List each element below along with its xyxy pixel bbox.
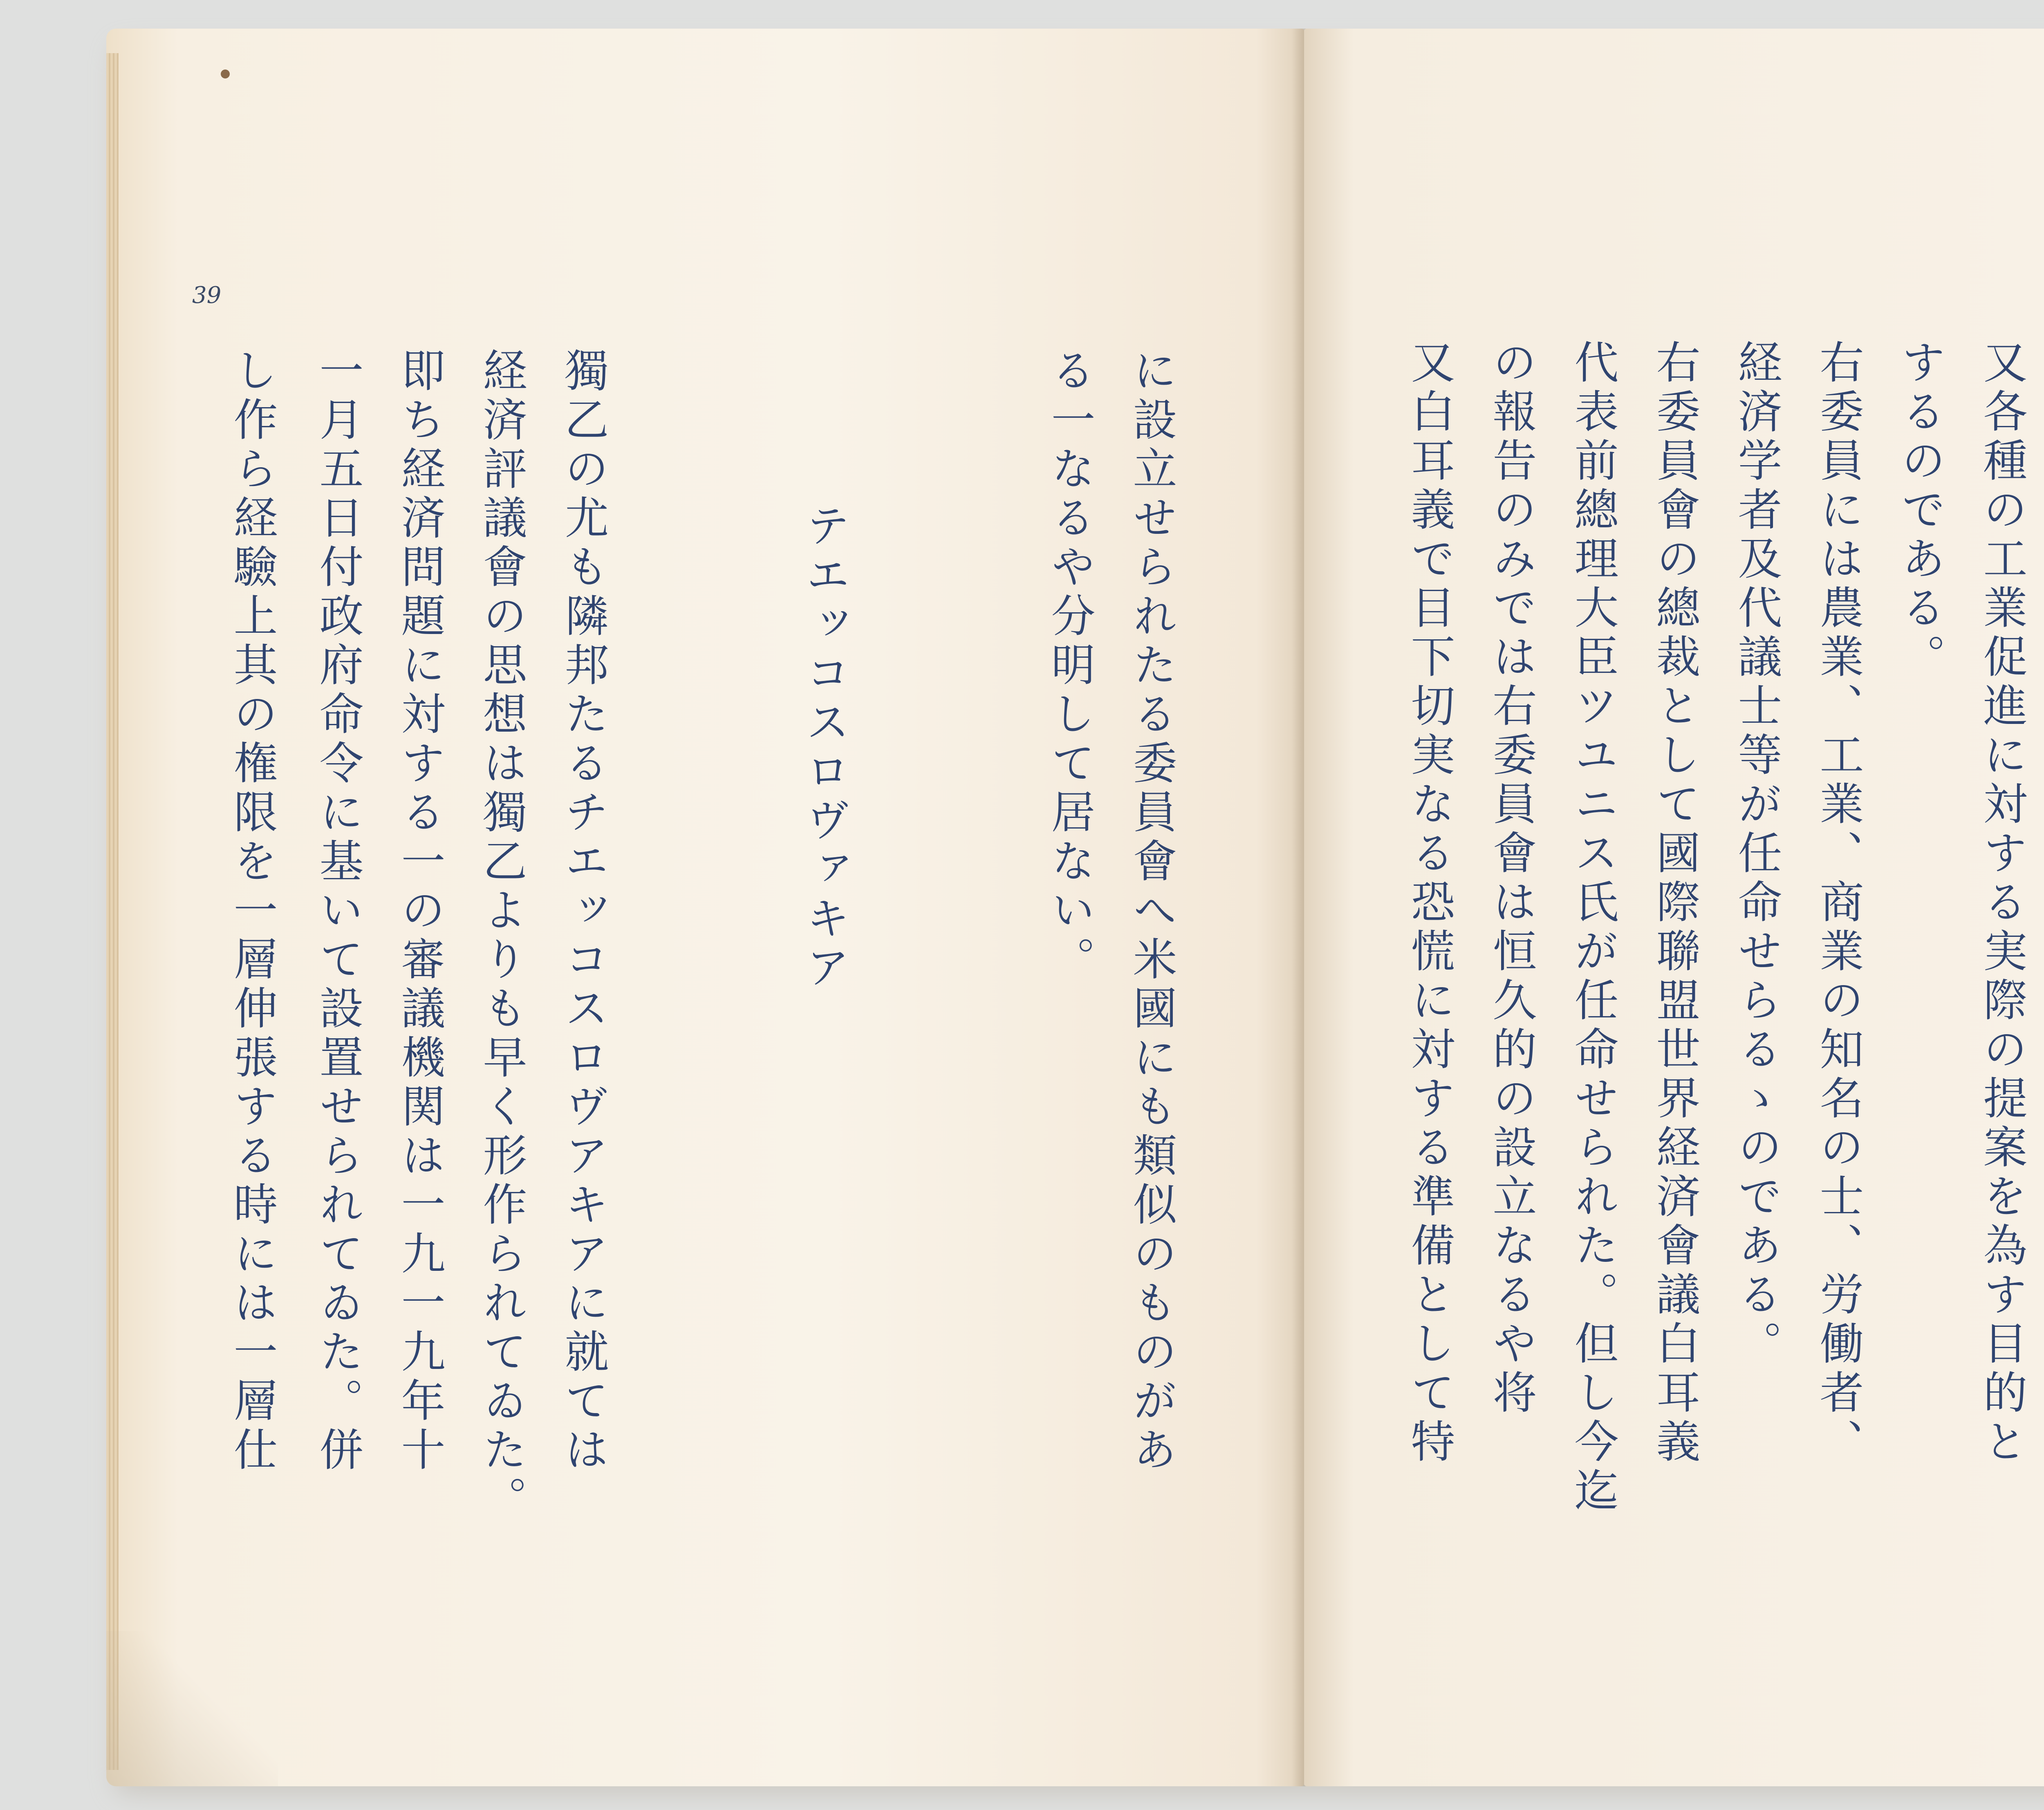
section-heading: テエッコスロヴァキア bbox=[798, 503, 849, 993]
text-column: 獨乙の尤も隣邦たるチエッコスロヴアキアに就ては bbox=[557, 347, 608, 1476]
open-book bbox=[106, 29, 2044, 1786]
text-column: に設立せられたる委員會へ米國にも類似のものがあ bbox=[1125, 347, 1177, 1476]
text-column: 右委員會の總裁として國際聯盟世界経済會議白耳義 bbox=[1649, 339, 1700, 1467]
text-column: 一月五日付政府命令に基いて設置せられてゐた。併 bbox=[312, 347, 363, 1476]
text-column: る一なるや分明して居ない。 bbox=[1044, 347, 1095, 985]
bleed-through-text bbox=[969, 339, 1028, 388]
right-page bbox=[1304, 29, 2044, 1786]
text-column: 経済評議會の思想は獨乙よりも早く形作られてゐた。 bbox=[475, 347, 527, 1525]
text-column: し作ら経驗上其の権限を一層伸張する時には一層仕 bbox=[226, 347, 277, 1476]
text-column: の報告のみでは右委員會は恒久的の設立なるや将 bbox=[1485, 339, 1536, 1418]
folded-corner bbox=[106, 1631, 278, 1786]
ink-spot bbox=[221, 69, 230, 78]
text-column: 又白耳義で目下切実なる恐慌に対する準備として特 bbox=[1403, 339, 1455, 1467]
text-column: 経済学者及代議士等が任命せらるゝのである。 bbox=[1730, 339, 1782, 1369]
left-page bbox=[106, 29, 1304, 1786]
text-column: 代表前總理大臣ツユニス氏が任命せられた。但し今迄 bbox=[1567, 339, 1618, 1517]
left-page-edges bbox=[106, 53, 119, 1770]
text-column: 又各種の工業促進に対する実際の提案を為す目的と bbox=[1976, 339, 2027, 1467]
text-column: するのである。 bbox=[1894, 339, 1945, 683]
text-column: 即ち経済問題に対する一の審議機関は一九一九年十 bbox=[394, 347, 445, 1476]
text-column: 右委員には農業、工業、商業の知名の士、労働者、 bbox=[1812, 339, 1863, 1467]
page-number-left: 39 bbox=[192, 282, 222, 309]
